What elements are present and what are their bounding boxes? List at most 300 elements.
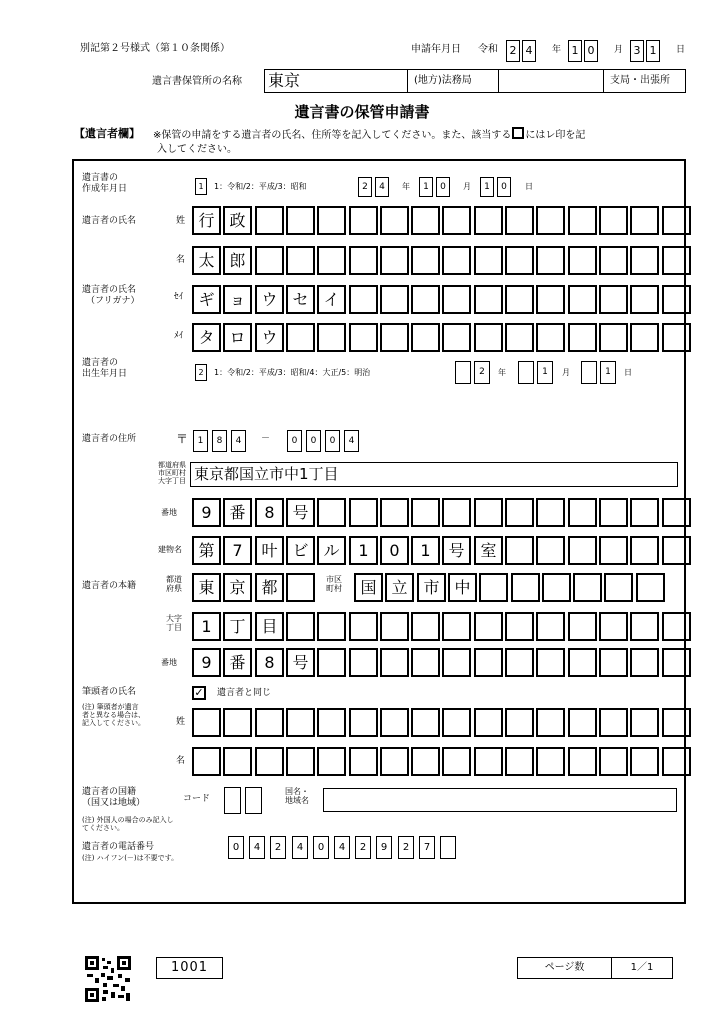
app-month-digit-1[interactable]: 1 [568, 40, 582, 62]
creation-date-label [82, 173, 127, 196]
domicile-banchi-char-14[interactable] [599, 648, 628, 677]
qr-code [85, 956, 131, 1002]
name-sei-char-8[interactable] [411, 206, 440, 235]
domicile-oaza-char-3[interactable]: 目 [255, 612, 284, 641]
head-sei-char-5[interactable] [317, 708, 346, 737]
name-sei-char-3[interactable] [255, 206, 284, 235]
address-building-char-3[interactable]: 叶 [255, 536, 284, 565]
intro-line1b: にはレ印を記 [525, 130, 586, 141]
head-sei-char-12[interactable] [536, 708, 565, 737]
name-mei-char-10[interactable] [474, 246, 503, 275]
phone-digit-1[interactable]: 0 [228, 836, 244, 859]
domicile-banchi-label: 番地 [161, 658, 177, 667]
address-banchi-label: 番地 [161, 508, 177, 517]
furigana-label [82, 285, 140, 308]
nationality-code-2[interactable] [245, 787, 262, 814]
address-banchi-char-16[interactable] [662, 498, 691, 527]
office-name-field[interactable]: 東京 [264, 69, 408, 93]
address-label: 遺言者の住所 [82, 434, 137, 444]
app-day-digit-2[interactable]: 1 [646, 40, 660, 62]
nationality-label-1: 遺言者の国籍 [82, 787, 137, 797]
domicile-oaza-char-12[interactable] [536, 612, 565, 641]
furigana-mei-char-15[interactable] [630, 323, 659, 352]
address-building-label: 建物名 [158, 545, 182, 554]
domicile-banchi-char-7[interactable] [380, 648, 409, 677]
phone-digit-5[interactable]: 0 [313, 836, 329, 859]
name-mei-char-15[interactable] [630, 246, 659, 275]
creation-day-digit-2[interactable]: 0 [497, 177, 511, 197]
domicile-oaza-char-15[interactable] [630, 612, 659, 641]
address-building-char-16[interactable] [662, 536, 691, 565]
furigana-sei-char-4[interactable]: セ [286, 285, 315, 314]
head-mei-char-11[interactable] [505, 747, 534, 776]
domicile-city-char-2[interactable]: 立 [385, 573, 414, 602]
birth-day-digit-1[interactable] [581, 361, 597, 384]
domicile-oaza-label [166, 614, 182, 632]
qr-code-icon [85, 956, 131, 1002]
name-sei-char-2[interactable]: 政 [223, 206, 252, 235]
name-mei-char-11[interactable] [505, 246, 534, 275]
creation-day-unit: 日 [525, 182, 533, 191]
birth-month-unit: 月 [562, 368, 570, 377]
domicile-banchi-char-6[interactable] [349, 648, 378, 677]
domicile-label: 遺言者の本籍 [82, 581, 137, 591]
form-reference: 別記第２号様式（第１０条関係） [80, 43, 230, 54]
address-building-char-7[interactable]: 0 [380, 536, 409, 565]
birth-label-2: 出生年月日 [82, 369, 128, 380]
head-mei-char-3[interactable] [255, 747, 284, 776]
phone-digit-11[interactable] [440, 836, 456, 859]
address-banchi-char-8[interactable] [411, 498, 440, 527]
furigana-sei-char-8[interactable] [411, 285, 440, 314]
nationality-label [82, 787, 145, 810]
domicile-banchi-char-9[interactable] [442, 648, 471, 677]
application-date-label: 申請年月日 [411, 44, 461, 55]
name-sei-char-14[interactable] [599, 206, 628, 235]
head-note [82, 703, 145, 727]
name-mei-char-7[interactable] [380, 246, 409, 275]
postal2-digit-3[interactable]: 0 [325, 430, 340, 452]
furigana-mei-char-6[interactable] [349, 323, 378, 352]
domicile-city-char-6[interactable] [511, 573, 540, 602]
head-mei-char-14[interactable] [599, 747, 628, 776]
furigana-sei-char-6[interactable] [349, 285, 378, 314]
furigana-mei-char-10[interactable] [474, 323, 503, 352]
name-mei-char-4[interactable] [286, 246, 315, 275]
birth-year-digit-1[interactable] [455, 361, 471, 384]
creation-month-digit-2[interactable]: 0 [436, 177, 450, 197]
head-mei-char-16[interactable] [662, 747, 691, 776]
furigana-sei-char-7[interactable] [380, 285, 409, 314]
address-building-char-2[interactable]: 7 [223, 536, 252, 565]
domicile-oaza-char-9[interactable] [442, 612, 471, 641]
address-banchi-char-7[interactable] [380, 498, 409, 527]
phone-digit-7[interactable]: 2 [355, 836, 371, 859]
head-label: 筆頭者の氏名 [82, 687, 137, 697]
app-year-digit-2[interactable]: 4 [522, 40, 536, 62]
domicile-banchi-char-10[interactable] [474, 648, 503, 677]
furigana-mei-char-2[interactable]: ロ [223, 323, 252, 352]
phone-digit-3[interactable]: 2 [270, 836, 286, 859]
form-title: 遺言書の保管申請書 [294, 103, 430, 121]
name-mei-char-14[interactable] [599, 246, 628, 275]
name-mei-char-9[interactable] [442, 246, 471, 275]
address-building-char-13[interactable] [568, 536, 597, 565]
creation-date-label-1: 遺言書の [82, 173, 119, 183]
birth-label [82, 358, 127, 381]
head-sei-char-7[interactable] [380, 708, 409, 737]
head-mei-char-15[interactable] [630, 747, 659, 776]
bureau-label: (地方)法務局 [407, 69, 499, 93]
app-day-unit: 日 [676, 45, 686, 55]
domicile-banchi-char-16[interactable] [662, 648, 691, 677]
postal1-digit-1[interactable]: 1 [193, 430, 208, 452]
domicile-banchi-char-11[interactable] [505, 648, 534, 677]
creation-era-code[interactable]: 1 [195, 178, 207, 195]
page-count-label: ページ数 [517, 957, 612, 979]
domicile-banchi-char-13[interactable] [568, 648, 597, 677]
head-sei-char-16[interactable] [662, 708, 691, 737]
domicile-pref-label-2: 府県 [166, 584, 182, 594]
domicile-banchi-char-4[interactable]: 号 [286, 648, 315, 677]
address-pref-label-3: 大字丁目 [158, 477, 186, 486]
head-sei-char-2[interactable] [223, 708, 252, 737]
postal1-digit-2[interactable]: 8 [212, 430, 227, 452]
creation-month-digit-1[interactable]: 1 [419, 177, 433, 197]
intro-heading: 【遺言者欄】 [74, 127, 140, 140]
domicile-oaza-char-11[interactable] [505, 612, 534, 641]
page-count-value: 1／1 [611, 957, 673, 979]
domicile-oaza-label-2: 丁目 [166, 623, 182, 633]
name-mei-char-2[interactable]: 郎 [223, 246, 252, 275]
domicile-banchi-char-5[interactable] [317, 648, 346, 677]
address-building-char-6[interactable]: 1 [349, 536, 378, 565]
address-pref-label-2: 市区町村 [158, 469, 186, 478]
head-mei-char-10[interactable] [474, 747, 503, 776]
domicile-oaza-char-13[interactable] [568, 612, 597, 641]
birth-era-legend: 1：令和/2：平成/3：昭和/4：大正/5：明治 [214, 368, 371, 377]
creation-era-legend: 1：令和/2：平成/3：昭和 [214, 182, 307, 191]
nationality-note-1: (注) 外国人の場合のみ記入し [82, 816, 174, 824]
birth-month-digit-1[interactable] [518, 361, 534, 384]
name-label: 遺言者の氏名 [82, 216, 137, 226]
name-sei-char-5[interactable] [317, 206, 346, 235]
name-mei-char-13[interactable] [568, 246, 597, 275]
postal-dash: － [261, 434, 271, 444]
head-sei-char-6[interactable] [349, 708, 378, 737]
furigana-sei-label: ｾｲ [174, 292, 184, 302]
domicile-pref-char-3[interactable]: 都 [255, 573, 284, 602]
domicile-pref-label-1: 都道 [166, 575, 182, 584]
creation-year-digit-2[interactable]: 4 [375, 177, 389, 197]
intro-line2: 入してください。 [157, 144, 237, 155]
address-banchi-char-14[interactable] [599, 498, 628, 527]
domicile-banchi-char-3[interactable]: 8 [255, 648, 284, 677]
name-sei-char-16[interactable] [662, 206, 691, 235]
head-sei-char-9[interactable] [442, 708, 471, 737]
nationality-code-1[interactable] [224, 787, 241, 814]
furigana-sei-char-13[interactable] [568, 285, 597, 314]
birth-era-code[interactable]: 2 [195, 364, 207, 381]
application-era: 令和 [478, 44, 498, 55]
furigana-sei-char-10[interactable] [474, 285, 503, 314]
furigana-sei-char-5[interactable]: イ [317, 285, 346, 314]
phone-digit-10[interactable]: 7 [419, 836, 435, 859]
phone-digit-9[interactable]: 2 [398, 836, 414, 859]
address-pref-label-1: 都道府県 [158, 461, 186, 469]
country-label-2: 地域名 [285, 796, 309, 806]
furigana-mei-char-9[interactable] [442, 323, 471, 352]
address-banchi-char-2[interactable]: 番 [223, 498, 252, 527]
domicile-pref-char-1[interactable]: 東 [192, 573, 221, 602]
same-as-testator-checkbox[interactable]: ✓ [192, 686, 206, 700]
head-sei-char-13[interactable] [568, 708, 597, 737]
address-building-char-9[interactable]: 号 [442, 536, 471, 565]
furigana-mei-char-8[interactable] [411, 323, 440, 352]
app-year-unit: 年 [552, 45, 562, 55]
name-mei-char-6[interactable] [349, 246, 378, 275]
domicile-city-char-10[interactable] [636, 573, 665, 602]
phone-digit-2[interactable]: 4 [249, 836, 265, 859]
address-banchi-char-10[interactable] [474, 498, 503, 527]
furigana-mei-char-3[interactable]: ウ [255, 323, 284, 352]
furigana-sei-char-16[interactable] [662, 285, 691, 314]
domicile-oaza-char-14[interactable] [599, 612, 628, 641]
creation-year-digit-1[interactable]: 2 [358, 177, 372, 197]
head-mei-char-2[interactable] [223, 747, 252, 776]
postal2-digit-1[interactable]: 0 [287, 430, 302, 452]
address-building-char-12[interactable] [536, 536, 565, 565]
domicile-city-label-1: 市区 [326, 575, 342, 584]
domicile-oaza-char-2[interactable]: 丁 [223, 612, 252, 641]
head-sei-label: 姓 [176, 717, 186, 727]
domicile-oaza-char-4[interactable] [286, 612, 315, 641]
head-mei-char-9[interactable] [442, 747, 471, 776]
head-note-3: 記入してください。 [82, 719, 145, 728]
name-mei-char-8[interactable] [411, 246, 440, 275]
name-mei-char-1[interactable]: 太 [192, 246, 221, 275]
birth-label-1: 遺言者の [82, 358, 119, 368]
intro-text [153, 126, 585, 141]
page-code-box: 1001 [156, 957, 223, 979]
domicile-oaza-char-6[interactable] [349, 612, 378, 641]
domicile-city-char-7[interactable] [542, 573, 571, 602]
name-sei-char-13[interactable] [568, 206, 597, 235]
domicile-oaza-char-5[interactable] [317, 612, 346, 641]
address-banchi-char-4[interactable]: 号 [286, 498, 315, 527]
furigana-sei-char-15[interactable] [630, 285, 659, 314]
name-mei-label: 名 [176, 255, 186, 265]
domicile-oaza-char-16[interactable] [662, 612, 691, 641]
domicile-banchi-char-2[interactable]: 番 [223, 648, 252, 677]
address-banchi-char-1[interactable]: 9 [192, 498, 221, 527]
furigana-sei-char-12[interactable] [536, 285, 565, 314]
name-sei-label: 姓 [176, 216, 186, 226]
name-mei-char-5[interactable] [317, 246, 346, 275]
address-building-char-15[interactable] [630, 536, 659, 565]
app-month-digit-2[interactable]: 0 [584, 40, 598, 62]
address-banchi-char-12[interactable] [536, 498, 565, 527]
head-sei-char-11[interactable] [505, 708, 534, 737]
head-mei-char-6[interactable] [349, 747, 378, 776]
branch-label: 支局・出張所 [603, 69, 686, 93]
address-pref-label [148, 461, 186, 485]
office-label: 遺言書保管所の名称 [152, 76, 242, 87]
head-sei-char-8[interactable] [411, 708, 440, 737]
address-building-char-11[interactable] [505, 536, 534, 565]
furigana-sei-char-1[interactable]: ギ [192, 285, 221, 314]
country-label-1: 国名・ [285, 787, 309, 796]
domicile-city-char-9[interactable] [604, 573, 633, 602]
furigana-mei-char-13[interactable] [568, 323, 597, 352]
country-name-field[interactable] [323, 788, 677, 812]
address-banchi-char-3[interactable]: 8 [255, 498, 284, 527]
furigana-mei-char-16[interactable] [662, 323, 691, 352]
name-mei-char-3[interactable] [255, 246, 284, 275]
domicile-city-label-2: 町村 [326, 584, 342, 594]
address-building-char-14[interactable] [599, 536, 628, 565]
name-sei-char-9[interactable] [442, 206, 471, 235]
creation-day-digit-1[interactable]: 1 [480, 177, 494, 197]
head-mei-char-5[interactable] [317, 747, 346, 776]
domicile-oaza-label-1: 大字 [166, 614, 182, 623]
creation-year-unit: 年 [402, 182, 410, 191]
app-year-digit-1[interactable]: 2 [506, 40, 520, 62]
head-mei-label: 名 [176, 756, 186, 766]
head-sei-char-3[interactable] [255, 708, 284, 737]
address-banchi-char-5[interactable] [317, 498, 346, 527]
domicile-city-char-3[interactable]: 市 [417, 573, 446, 602]
domicile-oaza-char-7[interactable] [380, 612, 409, 641]
head-mei-char-13[interactable] [568, 747, 597, 776]
domicile-city-char-4[interactable]: 中 [448, 573, 477, 602]
domicile-banchi-char-12[interactable] [536, 648, 565, 677]
domicile-city-char-1[interactable]: 国 [354, 573, 383, 602]
postal2-digit-4[interactable]: 4 [344, 430, 359, 452]
furigana-sei-char-3[interactable]: ウ [255, 285, 284, 314]
furigana-mei-char-12[interactable] [536, 323, 565, 352]
head-note-2: 者と異なる場合は、 [82, 711, 145, 720]
address-building-char-10[interactable]: 室 [474, 536, 503, 565]
address-building-char-1[interactable]: 第 [192, 536, 221, 565]
domicile-city-char-5[interactable] [479, 573, 508, 602]
phone-digit-8[interactable]: 9 [376, 836, 392, 859]
furigana-label-1: 遺言者の氏名 [82, 285, 137, 295]
domicile-oaza-char-1[interactable]: 1 [192, 612, 221, 641]
birth-day-unit: 日 [624, 368, 632, 377]
furigana-sei-char-2[interactable]: ョ [223, 285, 252, 314]
head-sei-char-15[interactable] [630, 708, 659, 737]
furigana-mei-char-1[interactable]: タ [192, 323, 221, 352]
name-mei-char-16[interactable] [662, 246, 691, 275]
furigana-mei-char-4[interactable] [286, 323, 315, 352]
head-sei-char-1[interactable] [192, 708, 221, 737]
address-banchi-char-15[interactable] [630, 498, 659, 527]
nationality-note [82, 816, 174, 832]
address-banchi-char-13[interactable] [568, 498, 597, 527]
name-sei-char-7[interactable] [380, 206, 409, 235]
furigana-sei-char-14[interactable] [599, 285, 628, 314]
name-sei-char-10[interactable] [474, 206, 503, 235]
domicile-pref-char-2[interactable]: 京 [223, 573, 252, 602]
domicile-city-char-8[interactable] [573, 573, 602, 602]
furigana-sei-char-9[interactable] [442, 285, 471, 314]
head-mei-char-7[interactable] [380, 747, 409, 776]
head-note-1: (注) 筆頭者が遺言 [82, 703, 139, 711]
postal-mark: 〒 [176, 432, 189, 446]
name-sei-char-12[interactable] [536, 206, 565, 235]
name-sei-char-15[interactable] [630, 206, 659, 235]
domicile-banchi-char-1[interactable]: 9 [192, 648, 221, 677]
address-banchi-char-9[interactable] [442, 498, 471, 527]
phone-digit-4[interactable]: 4 [292, 836, 308, 859]
furigana-mei-char-5[interactable] [317, 323, 346, 352]
postal1-digit-3[interactable]: 4 [231, 430, 246, 452]
domicile-banchi-char-15[interactable] [630, 648, 659, 677]
birth-year-unit: 年 [498, 368, 506, 377]
domicile-banchi-char-8[interactable] [411, 648, 440, 677]
furigana-label-2: （フリガナ） [86, 296, 140, 307]
domicile-oaza-char-10[interactable] [474, 612, 503, 641]
code-label: コード [183, 794, 211, 804]
same-as-testator-label: 遺言者と同じ [217, 688, 272, 698]
domicile-city-label [326, 575, 342, 593]
name-mei-char-12[interactable] [536, 246, 565, 275]
app-month-unit: 月 [614, 45, 624, 55]
address-building-char-5[interactable]: ル [317, 536, 346, 565]
furigana-mei-char-7[interactable] [380, 323, 409, 352]
head-mei-char-1[interactable] [192, 747, 221, 776]
head-sei-char-14[interactable] [599, 708, 628, 737]
phone-label: 遺言者の電話番号 [82, 842, 155, 852]
birth-month-digit-2[interactable]: 1 [537, 361, 553, 384]
name-sei-char-1[interactable]: 行 [192, 206, 221, 235]
name-sei-char-11[interactable] [505, 206, 534, 235]
app-day-digit-1[interactable]: 3 [630, 40, 644, 62]
head-sei-char-10[interactable] [474, 708, 503, 737]
address-building-char-4[interactable]: ビ [286, 536, 315, 565]
birth-year-digit-2[interactable]: 2 [474, 361, 490, 384]
country-label [285, 787, 309, 805]
branch-name-field[interactable] [498, 69, 604, 93]
name-sei-char-4[interactable] [286, 206, 315, 235]
furigana-sei-char-11[interactable] [505, 285, 534, 314]
domicile-oaza-char-8[interactable] [411, 612, 440, 641]
phone-note: (注) ハイフン(－)は不要です。 [82, 854, 179, 862]
furigana-mei-label: ﾒｲ [174, 331, 184, 341]
furigana-mei-char-14[interactable] [599, 323, 628, 352]
postal2-digit-2[interactable]: 0 [306, 430, 321, 452]
address-banchi-char-6[interactable] [349, 498, 378, 527]
furigana-mei-char-11[interactable] [505, 323, 534, 352]
intro-line1: ※保管の申請をする遺言者の氏名、住所等を記入してください。また、該当する [153, 130, 512, 141]
head-mei-char-4[interactable] [286, 747, 315, 776]
address-banchi-char-11[interactable] [505, 498, 534, 527]
head-mei-char-12[interactable] [536, 747, 565, 776]
creation-date-label-2: 作成年月日 [82, 184, 128, 195]
checkbox-sample-icon [512, 127, 524, 139]
birth-day-digit-2[interactable]: 1 [600, 361, 616, 384]
head-mei-char-8[interactable] [411, 747, 440, 776]
head-sei-char-4[interactable] [286, 708, 315, 737]
domicile-pref-char-4[interactable] [286, 573, 315, 602]
domicile-pref-label [166, 575, 182, 593]
address-pref-field[interactable]: 東京都国立市中1丁目 [190, 462, 678, 487]
nationality-label-2: （国又は地域） [82, 798, 146, 809]
name-sei-char-6[interactable] [349, 206, 378, 235]
address-building-char-8[interactable]: 1 [411, 536, 440, 565]
phone-digit-6[interactable]: 4 [334, 836, 350, 859]
